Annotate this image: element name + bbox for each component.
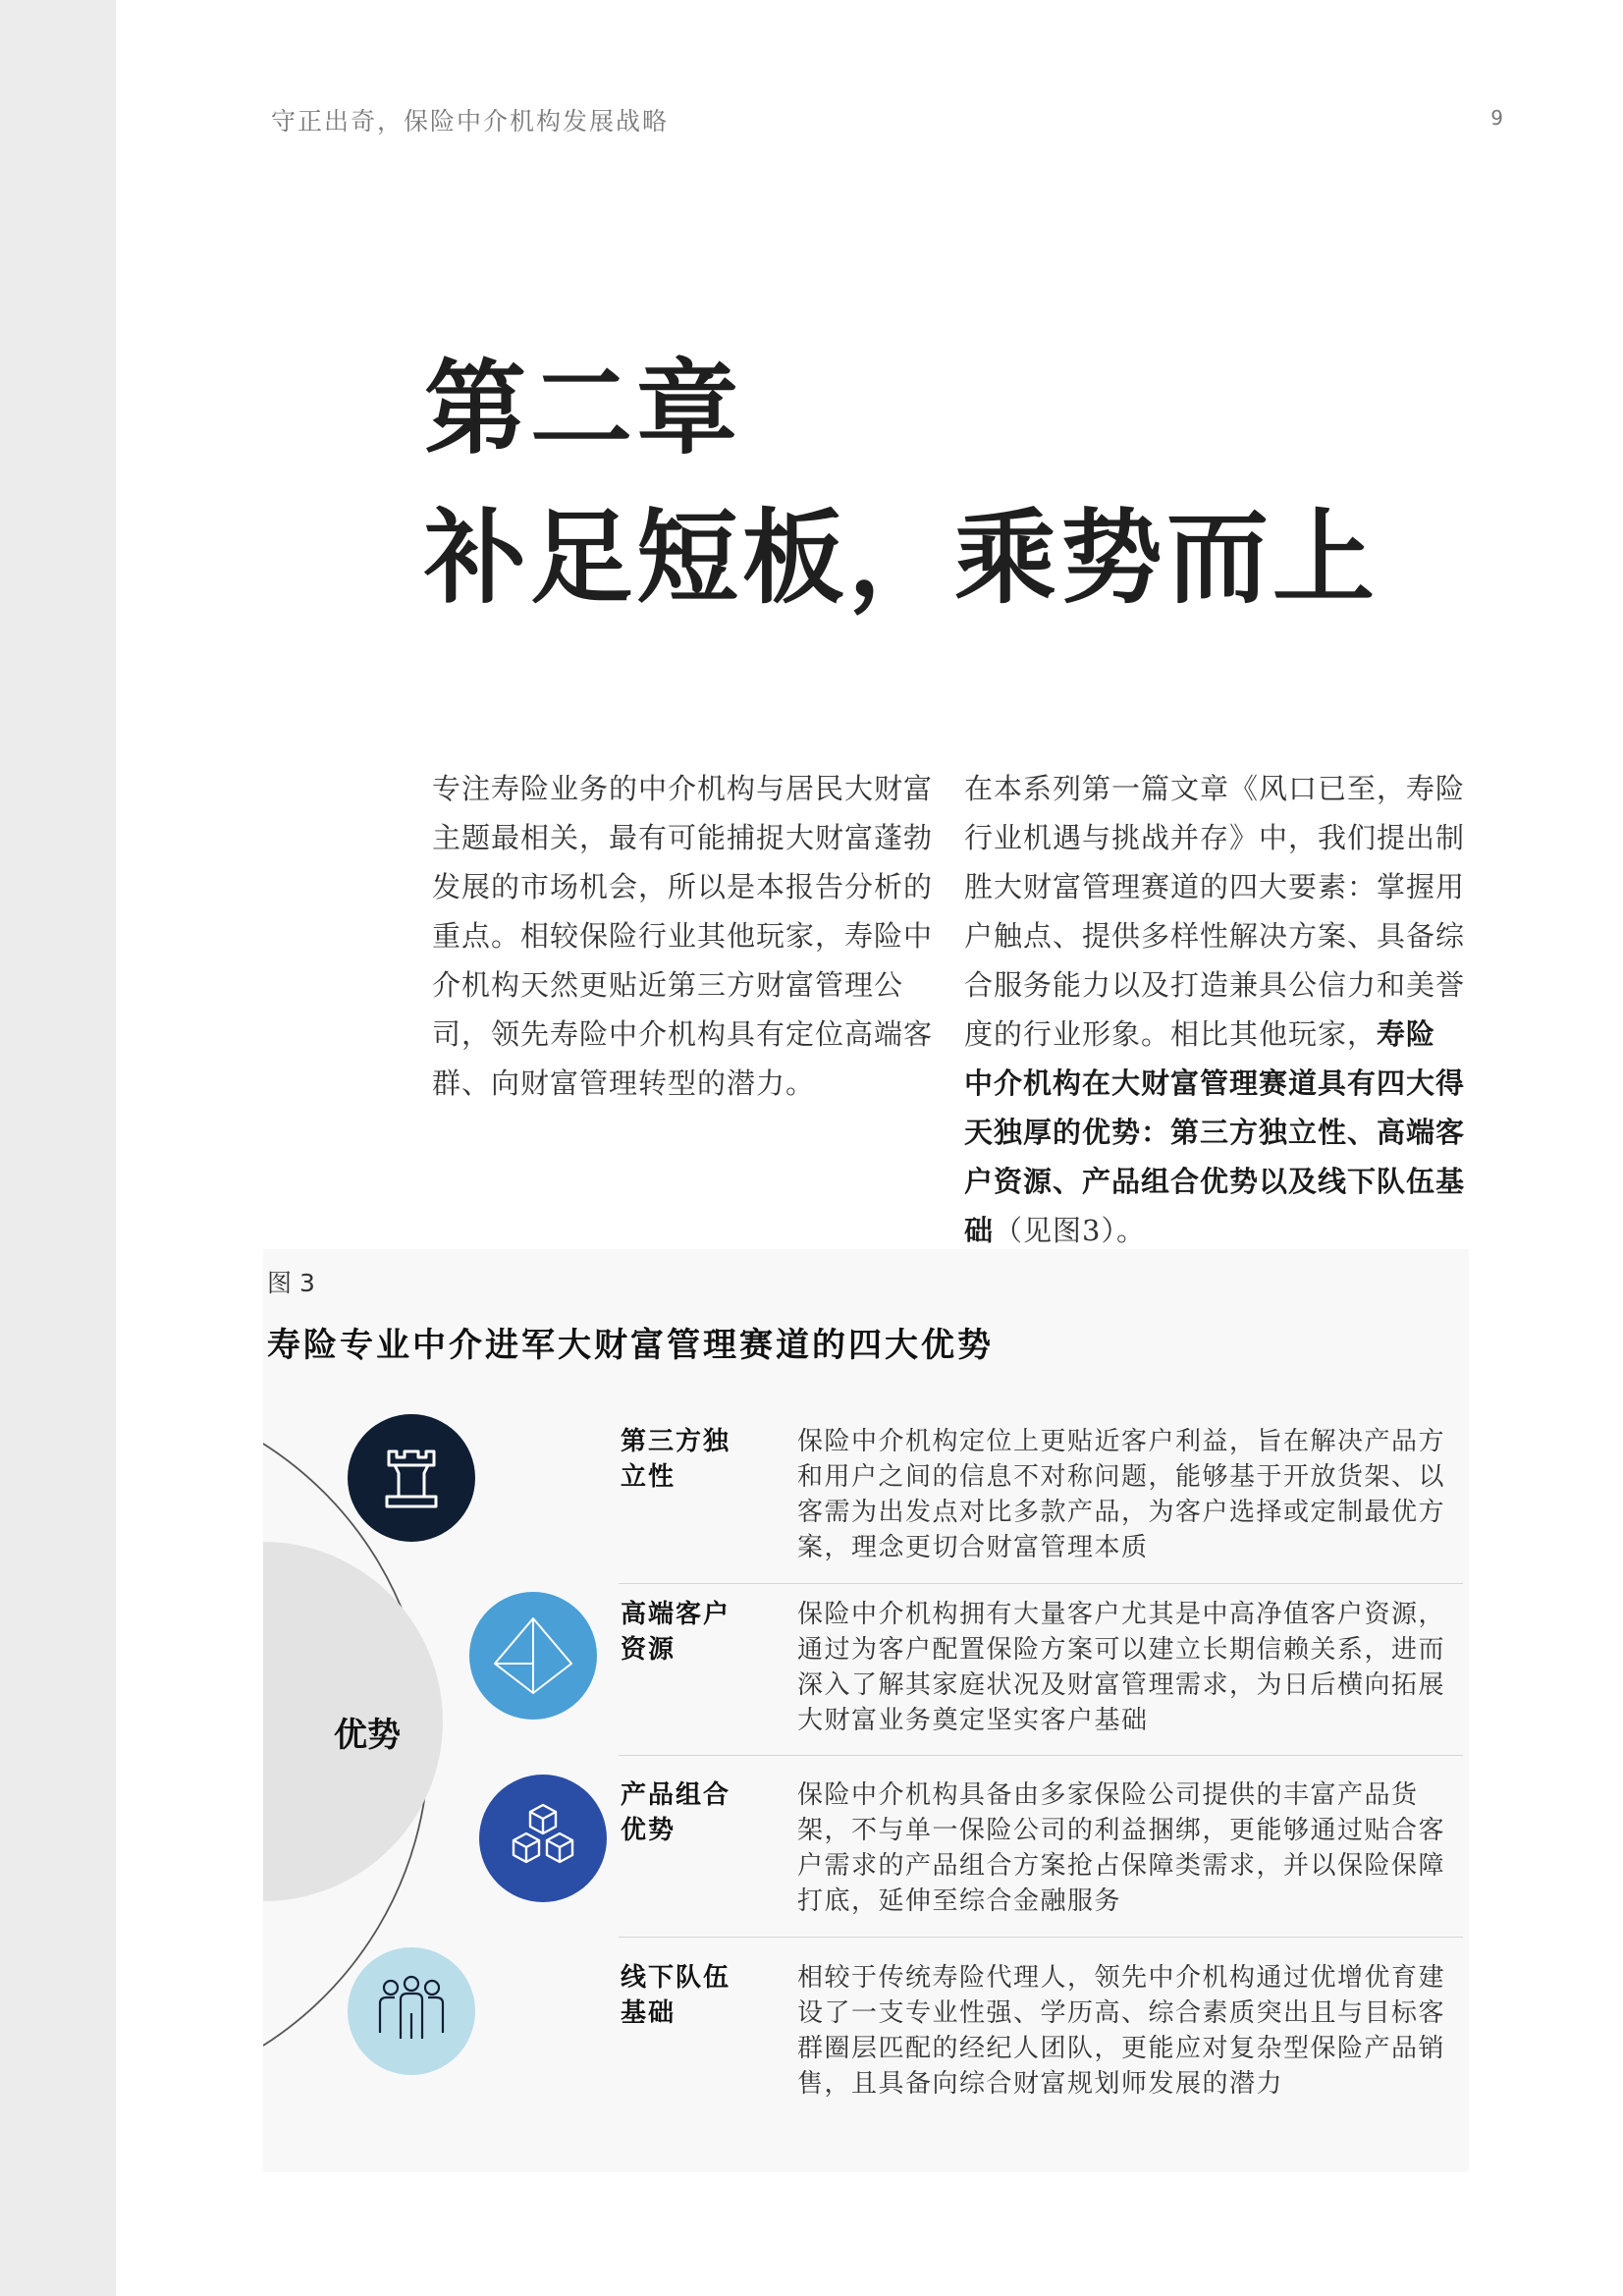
body-paragraph-right <box>964 764 1465 1255</box>
page-number: 9 <box>1490 106 1503 130</box>
chapter-heading: 补足短板，乘势而上 <box>424 497 1380 618</box>
stacked-boxes-icon <box>479 1775 607 1902</box>
advantage-title: 第三方独立性 <box>621 1427 731 1492</box>
body-right-intro: 在本系列第一篇文章《风口已至，寿险行业机遇与挑战并存》中，我们提出制胜大财富管理赛道的四大要素：掌握用户触点、提供多样性解决方案、具备综合服务能力以及打造兼具公信力和美誉度的行业形象。相比其他玩家， <box>964 772 1466 1051</box>
advantage-description: 相较于传统寿险代理人，领先中介机构通过优增优育建设了一支专业性强、学历高、综合素质突出且与目标客群圈层匹配的经纪人团队，更能应对复杂型保险产品销售，且具备向综合财富规划师发展的潜力 <box>797 1963 1446 2099</box>
row-divider <box>619 1937 1463 1938</box>
advantage-title: 线下队伍基础 <box>621 1963 731 2028</box>
figure-title: 寿险专业中介进军大财富管理赛道的四大优势 <box>267 1326 994 1365</box>
rook-tower-icon <box>348 1414 475 1542</box>
team-people-icon <box>348 1947 475 2075</box>
advantage-title: 产品组合优势 <box>621 1780 731 1845</box>
row-divider <box>619 1583 1463 1584</box>
running-header: 守正出奇，保险中介机构发展战略 <box>271 107 670 136</box>
row-divider <box>619 1755 1463 1756</box>
chapter-title <box>424 334 1379 632</box>
advantage-title: 高端客户资源 <box>621 1600 731 1665</box>
pyramid-icon <box>469 1592 597 1720</box>
advantage-description: 保险中介机构定位上更贴近客户利益，旨在解决产品方和用户之间的信息不对称问题，能够基于开放货架、以客需为出发点对比多款产品，为客户选择或定制最优方案，理念更切合财富管理本质 <box>797 1427 1446 1562</box>
advantage-description: 保险中介机构拥有大量客户尤其是中高净值客户资源，通过为客户配置保险方案可以建立长期信赖关系，进而深入了解其家庭状况及财富管理需求，为日后横向拓展大财富业务奠定坚实客户基础 <box>797 1600 1446 1735</box>
body-right-tail: （见图3）。 <box>994 1214 1146 1247</box>
center-label: 优势 <box>334 1716 401 1755</box>
advantage-description: 保险中介机构具备由多家保险公司提供的丰富产品货架，不与单一保险公司的利益捆绑，更能够通过贴合客户需求的产品组合方案抢占保障类需求，并以保险保障打底，延伸至综合金融服务 <box>797 1780 1446 1916</box>
chapter-number: 第二章 <box>424 348 743 468</box>
body-right-emphasis: 寿险中介机构在大财富管理赛道具有四大得天独厚的优势：第三方独立性、高端客户资源、产品组合优势以及线下队伍基础 <box>964 1017 1466 1247</box>
body-paragraph-left: 专注寿险业务的中介机构与居民大财富主题最相关，最有可能捕捉大财富蓬勃发展的市场机会，所以是本报告分析的重点。相较保险行业其他玩家，寿险中介机构天然更贴近第三方财富管理公司，领先寿险中介机构具有定位高端客群、向财富管理转型的潜力。 <box>432 772 934 1100</box>
figure-label: 图 3 <box>267 1269 315 1297</box>
left-margin-band <box>0 0 116 2296</box>
